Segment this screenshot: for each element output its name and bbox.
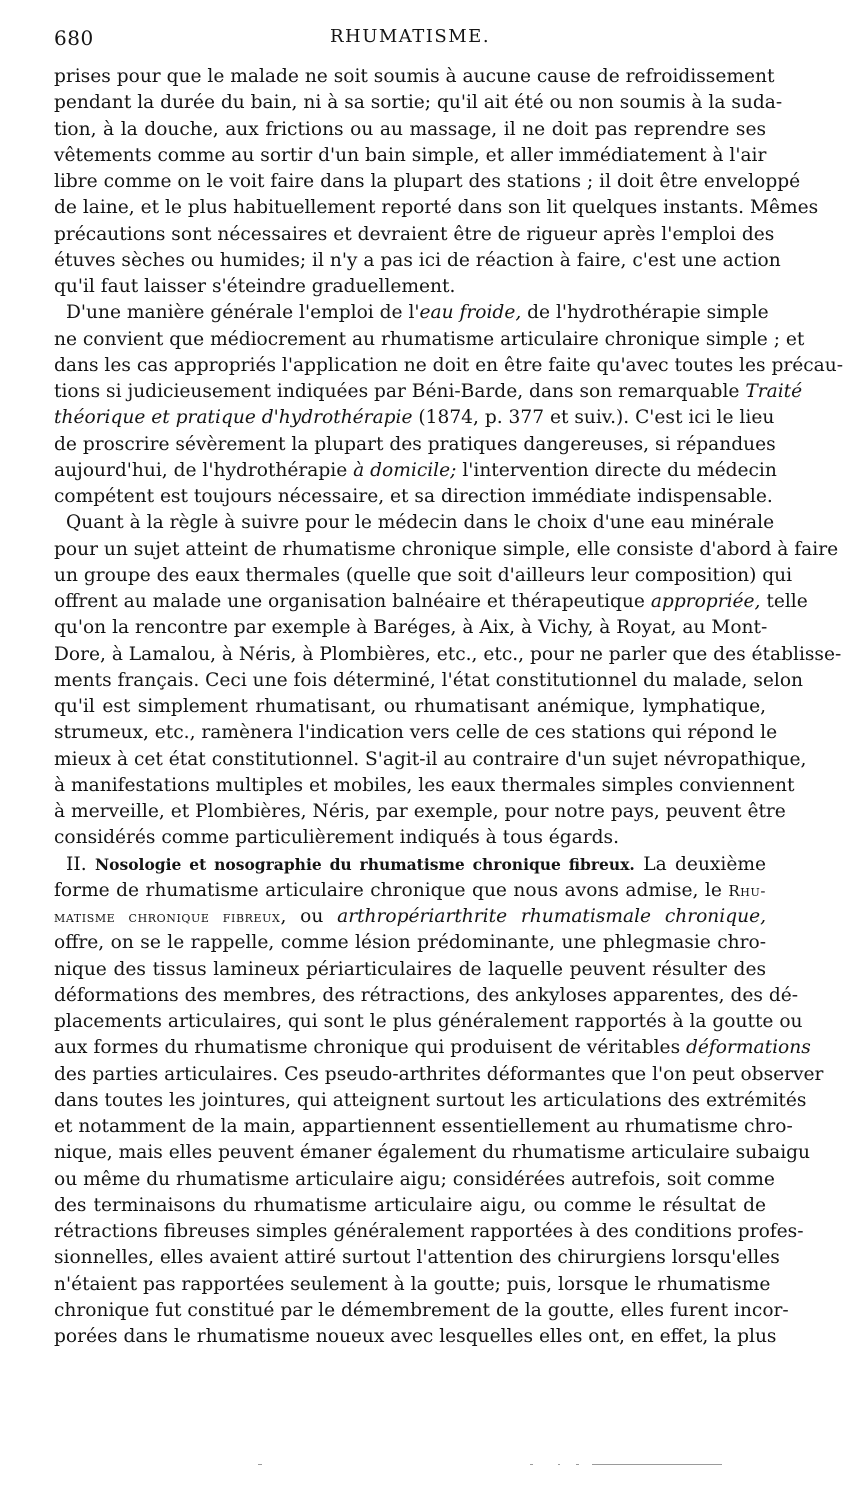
text-line: des parties articulaires. Ces pseudo-arthrites déformantes que l'on peut observer xyxy=(54,1063,824,1085)
text-line: qu'il est simplement rhumatisant, ou rhumatisant anémique, lymphatique, xyxy=(54,696,766,717)
text-line: tion, à la douche, aux frictions ou au massage, il ne doit pas reprendre ses xyxy=(54,118,766,140)
scan-mark xyxy=(258,1464,262,1465)
smallcaps-run: matisme chronique fibreux xyxy=(54,908,281,926)
text-line: précautions sont nécessaires et devraient être de rigueur après l'emploi des xyxy=(54,223,775,245)
text-line: pour un sujet atteint de rhumatisme chronique simple, elle consiste d'abord à faire xyxy=(54,538,839,560)
text-line: de laine, et le plus habituellement reporté dans son lit quelques instants. Mêmes xyxy=(54,197,819,219)
italic-run: appropriée, xyxy=(650,591,761,612)
text-line: à manifestations multiples et mobiles, les eaux thermales simples conviennent xyxy=(54,774,795,796)
page-header xyxy=(54,26,766,56)
text-line xyxy=(54,904,766,930)
text-line xyxy=(54,300,769,326)
text-line: considérés comme particulièrement indiqués à tous égards. xyxy=(54,827,620,849)
text-line: pendant la durée du bain, ni à sa sortie; qu'il ait été ou non soumis à la suda- xyxy=(54,92,783,114)
text-line: déformations des membres, des rétractions, des ankyloses apparentes, des dé- xyxy=(54,984,799,1006)
text-line: Quant à la règle à suivre pour le médecin dans le choix d'une eau minérale xyxy=(66,512,775,534)
text-line: placements articulaires, qui sont le plus généralement rapportés à la goutte ou xyxy=(54,1011,803,1032)
text-line: strumeux, etc., ramènera l'indication vers celle de ces stations qui répond le xyxy=(54,722,778,744)
italic-run: eau froide, xyxy=(419,302,522,324)
text-line: qu'il faut laisser s'éteindre graduellement. xyxy=(54,276,456,297)
text-line xyxy=(54,589,808,615)
italic-run: arthropériarthrite rhumatismale chronique, xyxy=(337,906,767,927)
text-line: porées dans le rhumatisme noueux avec lesquelles elles ont, en effet, la plus xyxy=(54,1326,777,1347)
scan-mark xyxy=(576,1464,579,1465)
text-line xyxy=(54,458,777,484)
text-line: dans les cas appropriés l'application ne doit en être faite qu'avec toutes les précau- xyxy=(54,354,843,376)
text-line: Dore, à Lamalou, à Néris, à Plombières, etc., etc., pour ne parler que des établisse- xyxy=(54,643,842,665)
text-line: qu'on la rencontre par exemple à Baréges, à Aix, à Vichy, à Royat, au Mont- xyxy=(54,617,768,639)
text-line: offre, on se le rappelle, comme lésion prédominante, une phlegmasie chro- xyxy=(54,932,766,954)
text-run: offrent au malade une organisation balnéaire et thérapeutique xyxy=(54,591,651,612)
text-line: ments français. Ceci une fois déterminé, l'état constitutionnel du malade, selon xyxy=(54,669,804,691)
text-run: , ou xyxy=(280,906,338,927)
scan-mark xyxy=(592,1464,722,1465)
text-line xyxy=(54,878,766,904)
text-line: libre comme on le voit faire dans la plupart des stations ; il doit être enveloppé xyxy=(54,171,801,192)
text-line: n'étaient pas rapportées seulement à la goutte; puis, lorsque le rhumatisme xyxy=(54,1273,771,1295)
text-run: (1874, p. 377 et suiv.). C'est ici le lieu xyxy=(412,407,775,429)
text-run: D'une manière générale l'emploi de l' xyxy=(66,302,420,324)
text-line xyxy=(54,405,775,431)
text-line: un groupe des eaux thermales (quelle que soit d'ailleurs leur composition) qui xyxy=(54,564,793,586)
text-line: sionnelles, elles avaient attiré surtout l'attention des chirurgiens lorsqu'elles xyxy=(54,1247,780,1269)
text-line: de proscrire sévèrement la plupart des pratiques dangereuses, si répandues xyxy=(54,433,776,455)
italic-run: à domicile; xyxy=(353,459,457,481)
text-run: de l'hydrothérapie simple xyxy=(521,302,769,324)
text-run: forme de rhumatisme articulaire chronique que nous avons admise, le xyxy=(54,879,729,901)
text-line: à merveille, et Plombières, Néris, par exemple, pour notre pays, peuvent être xyxy=(54,801,786,822)
text-line: mieux à cet état constitutionnel. S'agit-il au contraire d'un sujet névropathique, xyxy=(54,748,807,770)
text-run: aujourd'hui, de l'hydrothérapie xyxy=(54,459,354,481)
text-run: telle xyxy=(760,591,808,612)
text-line: ne convient que médiocrement au rhumatisme articulaire chronique simple ; et xyxy=(54,328,805,350)
text-line: et notamment de la main, appartiennent essentiellement au rhumatisme chro- xyxy=(54,1116,793,1137)
text-line xyxy=(54,379,803,405)
text-line: nique des tissus lamineux périarticulaires de laquelle peuvent résulter des xyxy=(54,958,766,980)
scan-artifact-marks xyxy=(240,1464,760,1468)
italic-run: déformations xyxy=(686,1037,811,1059)
section-title: Nosologie et nosographie du rhumatisme chronique fibreux. xyxy=(94,854,635,874)
text-line: chronique fut constitué par le démembrement de la goutte, elles furent incor- xyxy=(54,1299,789,1321)
text-line: prises pour que le malade ne soit soumis à aucune cause de refroidissement xyxy=(54,66,775,87)
text-run: l'intervention directe du médecin xyxy=(456,459,777,481)
section-number: II. xyxy=(66,853,95,875)
section-heading-line xyxy=(54,852,766,878)
text-line: dans toutes les jointures, qui atteignent surtout les articulations des extrémités xyxy=(54,1089,807,1111)
scan-mark xyxy=(558,1464,560,1465)
body-text xyxy=(54,64,843,1350)
text-line: des terminaisons du rhumatisme articulaire aigu, ou comme le résultat de xyxy=(54,1194,766,1216)
italic-run: Traité xyxy=(745,381,803,402)
page-number: 680 xyxy=(54,26,94,50)
text-line: nique, mais elles peuvent émaner également du rhumatisme articulaire subaigu xyxy=(54,1142,811,1164)
italic-run: théorique et pratique d'hydrothérapie xyxy=(54,407,413,429)
running-head: RHUMATISME. xyxy=(329,26,491,47)
text-run: La deuxième xyxy=(634,853,766,875)
text-run: aux formes du rhumatisme chronique qui produisent de véritables xyxy=(54,1037,687,1059)
text-line: vêtements comme au sortir d'un bain simple, et aller immédiatement à l'air xyxy=(54,144,767,166)
text-run: tions si judicieusement indiquées par Béni-Barde, dans son remarquable xyxy=(54,381,746,402)
text-line: ou même du rhumatisme articulaire aigu; considérées autrefois, soit comme xyxy=(54,1168,775,1190)
smallcaps-run: Rhu- xyxy=(728,881,766,900)
text-line: étuves sèches ou humides; il n'y a pas ici de réaction à faire, c'est une action xyxy=(54,249,781,271)
text-line: rétractions fibreuses simples généralement rapportées à des conditions profes- xyxy=(54,1221,804,1242)
text-line: compétent est toujours nécessaire, et sa direction immédiate indispensable. xyxy=(54,486,773,507)
scan-mark xyxy=(530,1464,533,1465)
text-line xyxy=(54,1035,811,1061)
